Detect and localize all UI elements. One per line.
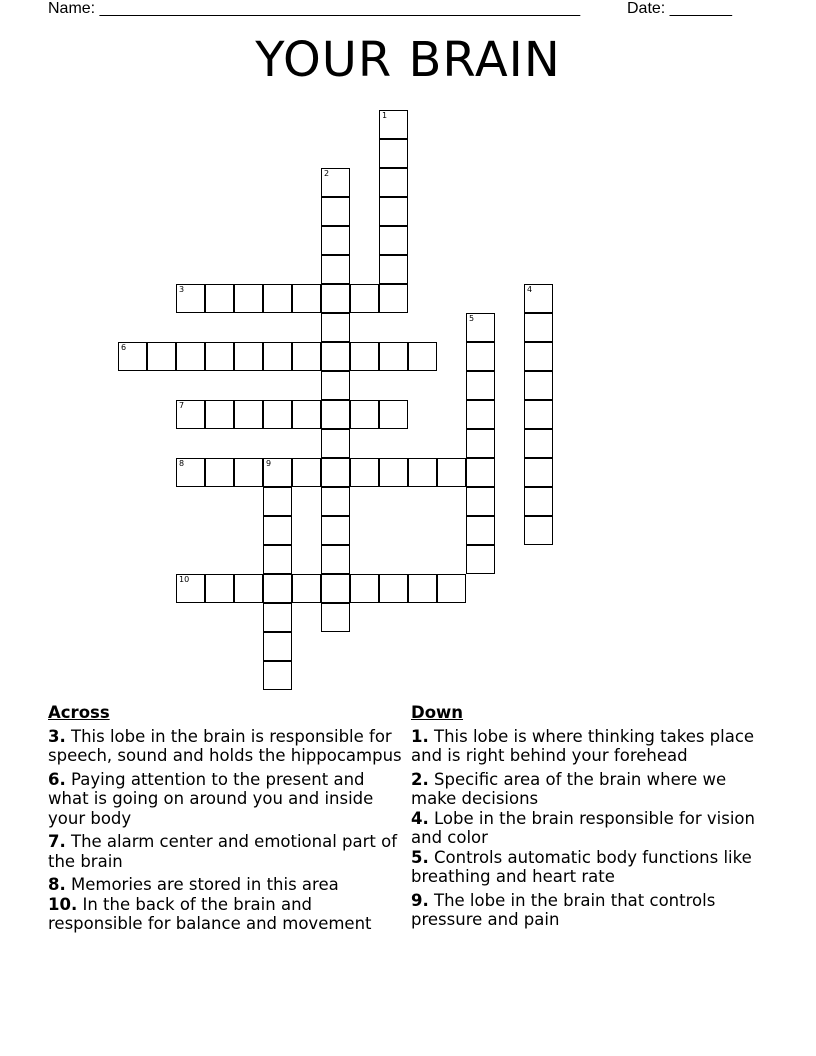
grid-cell[interactable] bbox=[379, 110, 408, 139]
grid-cell[interactable] bbox=[321, 371, 350, 400]
grid-cell[interactable] bbox=[524, 371, 553, 400]
grid-cell[interactable] bbox=[176, 342, 205, 371]
grid-cell[interactable] bbox=[176, 284, 205, 313]
grid-cell[interactable] bbox=[205, 284, 234, 313]
grid-cell[interactable] bbox=[234, 574, 263, 603]
grid-cell[interactable] bbox=[147, 342, 176, 371]
grid-cell[interactable] bbox=[466, 313, 495, 342]
grid-cell[interactable] bbox=[292, 342, 321, 371]
grid-cell[interactable] bbox=[350, 284, 379, 313]
grid-cell[interactable] bbox=[263, 574, 292, 603]
grid-cell[interactable] bbox=[466, 342, 495, 371]
grid-cell[interactable] bbox=[263, 458, 292, 487]
clue-across-7 bbox=[48, 832, 408, 871]
clue-number: 9. bbox=[411, 890, 429, 910]
grid-cell[interactable] bbox=[321, 313, 350, 342]
grid-cell[interactable] bbox=[263, 284, 292, 313]
grid-cell[interactable] bbox=[321, 197, 350, 226]
grid-cell[interactable] bbox=[321, 168, 350, 197]
down-clues bbox=[411, 703, 771, 934]
grid-cell[interactable] bbox=[321, 545, 350, 574]
clue-across-3 bbox=[48, 727, 408, 766]
grid-cell[interactable] bbox=[321, 429, 350, 458]
grid-cell[interactable] bbox=[379, 400, 408, 429]
grid-cell[interactable] bbox=[205, 458, 234, 487]
clue-text: Memories are stored in this area bbox=[71, 875, 339, 894]
down-heading: Down bbox=[411, 703, 464, 722]
clue-number: 1 bbox=[382, 111, 388, 120]
clue-text: Paying attention to the present and what is going on around you and inside your body bbox=[48, 769, 374, 828]
grid-cell[interactable] bbox=[292, 400, 321, 429]
grid-cell[interactable] bbox=[176, 574, 205, 603]
grid-cell[interactable] bbox=[263, 603, 292, 632]
clue-number: 4. bbox=[411, 808, 429, 828]
grid-cell[interactable] bbox=[350, 574, 379, 603]
grid-cell[interactable] bbox=[408, 458, 437, 487]
grid-cell[interactable] bbox=[379, 458, 408, 487]
grid-cell[interactable] bbox=[524, 429, 553, 458]
grid-cell[interactable] bbox=[292, 458, 321, 487]
grid-cell[interactable] bbox=[321, 516, 350, 545]
clue-number: 4 bbox=[527, 285, 533, 294]
clue-number: 10. bbox=[48, 894, 78, 914]
grid-cell[interactable] bbox=[263, 400, 292, 429]
grid-cell[interactable] bbox=[524, 458, 553, 487]
grid-cell[interactable] bbox=[205, 342, 234, 371]
grid-cell[interactable] bbox=[321, 487, 350, 516]
clue-number: 5 bbox=[469, 314, 475, 323]
grid-cell[interactable] bbox=[466, 429, 495, 458]
grid-cell[interactable] bbox=[524, 400, 553, 429]
grid-cell[interactable] bbox=[437, 574, 466, 603]
grid-cell[interactable] bbox=[321, 574, 350, 603]
clue-down-1 bbox=[411, 727, 771, 766]
clue-number: 2 bbox=[324, 169, 330, 178]
clue-number: 5. bbox=[411, 847, 429, 867]
grid-cell[interactable] bbox=[437, 458, 466, 487]
grid-cell[interactable] bbox=[234, 458, 263, 487]
clue-number: 1. bbox=[411, 726, 429, 746]
grid-cell[interactable] bbox=[263, 661, 292, 690]
grid-cell[interactable] bbox=[466, 458, 495, 487]
grid-cell[interactable] bbox=[408, 574, 437, 603]
clue-number: 7 bbox=[179, 401, 185, 410]
grid-cell[interactable] bbox=[321, 400, 350, 429]
clue-across-10 bbox=[48, 895, 408, 934]
clue-text: Specific area of the brain where we make decisions bbox=[411, 769, 727, 808]
clue-number: 8. bbox=[48, 875, 66, 894]
grid-cell[interactable] bbox=[379, 255, 408, 284]
clue-number: 2. bbox=[411, 769, 429, 789]
grid-cell[interactable] bbox=[321, 255, 350, 284]
grid-cell[interactable] bbox=[234, 400, 263, 429]
clue-number: 9 bbox=[266, 459, 272, 468]
grid-cell[interactable] bbox=[379, 168, 408, 197]
grid-cell[interactable] bbox=[379, 139, 408, 168]
across-clues bbox=[48, 703, 408, 938]
clue-number: 6. bbox=[48, 769, 66, 789]
grid-cell[interactable] bbox=[350, 458, 379, 487]
grid-cell[interactable] bbox=[466, 516, 495, 545]
grid-cell[interactable] bbox=[263, 545, 292, 574]
clue-text: In the back of the brain and responsible for balance and movement bbox=[48, 894, 372, 933]
grid-cell[interactable] bbox=[205, 574, 234, 603]
grid-cell[interactable] bbox=[292, 284, 321, 313]
grid-cell[interactable] bbox=[321, 458, 350, 487]
grid-cell[interactable] bbox=[263, 342, 292, 371]
grid-cell[interactable] bbox=[292, 574, 321, 603]
grid-cell[interactable] bbox=[350, 400, 379, 429]
clue-number: 10 bbox=[179, 575, 190, 584]
grid-cell[interactable] bbox=[466, 545, 495, 574]
grid-cell[interactable] bbox=[466, 371, 495, 400]
grid-cell[interactable] bbox=[466, 487, 495, 516]
grid-cell[interactable] bbox=[524, 342, 553, 371]
page-title: YOUR BRAIN bbox=[255, 32, 561, 88]
grid-cell[interactable] bbox=[321, 342, 350, 371]
clue-number: 8 bbox=[179, 459, 185, 468]
clue-down-9 bbox=[411, 891, 771, 930]
clue-number: 3 bbox=[179, 285, 185, 294]
grid-cell[interactable] bbox=[176, 400, 205, 429]
grid-cell[interactable] bbox=[234, 284, 263, 313]
clue-text: This lobe in the brain is responsible for speech, sound and holds the hippocampus bbox=[48, 726, 402, 765]
clue-text: The alarm center and emotional part of the brain bbox=[48, 832, 398, 871]
grid-cell[interactable] bbox=[379, 197, 408, 226]
grid-cell[interactable] bbox=[524, 487, 553, 516]
clue-text: Controls automatic body functions like breathing and heart rate bbox=[411, 847, 752, 886]
grid-cell[interactable] bbox=[408, 342, 437, 371]
date-line[interactable]: Date: _______ bbox=[627, 0, 732, 17]
grid-cell[interactable] bbox=[205, 400, 234, 429]
across-heading: Across bbox=[48, 703, 110, 722]
grid-cell[interactable] bbox=[524, 516, 553, 545]
clue-text: This lobe is where thinking takes place and is right behind your forehead bbox=[411, 726, 755, 765]
clue-number: 7. bbox=[48, 832, 66, 851]
clue-down-5 bbox=[411, 848, 771, 887]
grid-cell[interactable] bbox=[379, 574, 408, 603]
grid-cell[interactable] bbox=[379, 284, 408, 313]
grid-cell[interactable] bbox=[524, 313, 553, 342]
name-line[interactable]: Name: ______________________________________________________ bbox=[48, 0, 581, 17]
clue-down-4 bbox=[411, 809, 771, 848]
grid-cell[interactable] bbox=[321, 284, 350, 313]
clue-across-8 bbox=[48, 875, 408, 895]
grid-cell[interactable] bbox=[350, 342, 379, 371]
grid-cell[interactable] bbox=[379, 226, 408, 255]
clue-down-2 bbox=[411, 770, 771, 809]
grid-cell[interactable] bbox=[466, 400, 495, 429]
grid-cell[interactable] bbox=[263, 516, 292, 545]
grid-cell[interactable] bbox=[321, 603, 350, 632]
clue-text: The lobe in the brain that controls pressure and pain bbox=[411, 890, 716, 929]
grid-cell[interactable] bbox=[263, 487, 292, 516]
clue-across-6 bbox=[48, 770, 408, 829]
clue-text: Lobe in the brain responsible for vision and color bbox=[411, 808, 755, 847]
grid-cell[interactable] bbox=[524, 284, 553, 313]
grid-cell[interactable] bbox=[263, 632, 292, 661]
grid-cell[interactable] bbox=[321, 226, 350, 255]
clue-number: 6 bbox=[121, 343, 127, 352]
grid-cell[interactable] bbox=[379, 342, 408, 371]
grid-cell[interactable] bbox=[118, 342, 147, 371]
grid-cell[interactable] bbox=[176, 458, 205, 487]
clue-number: 3. bbox=[48, 726, 66, 746]
grid-cell[interactable] bbox=[234, 342, 263, 371]
